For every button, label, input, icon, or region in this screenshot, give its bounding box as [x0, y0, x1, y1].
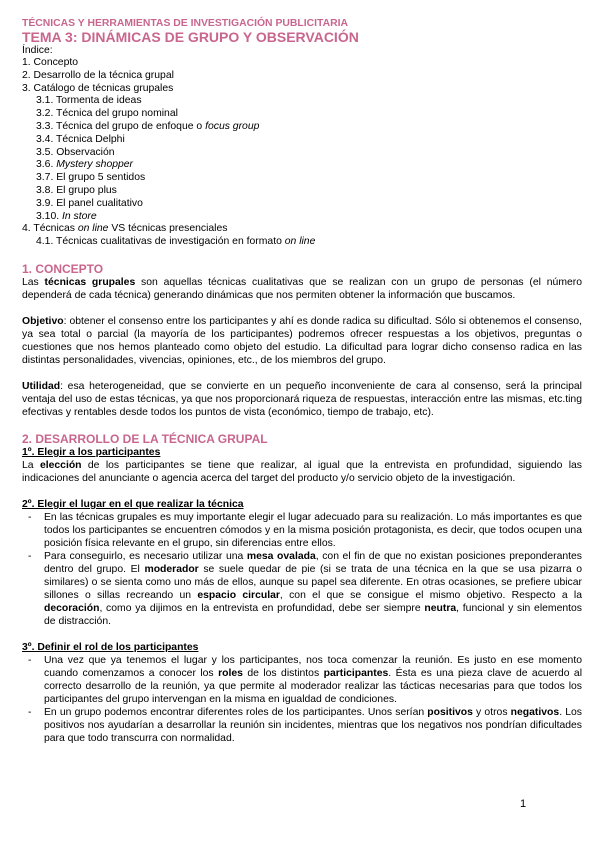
text: . Ésta es una pieza clave de acuerdo al correcto desarrollo de la reunión, ya que permite al moderador realizar las tácticas necesarias para que todos los participantes del grupo intervengan en la misma en igualdad de condiciones.: [44, 667, 583, 705]
list-item: [22, 706, 582, 745]
paragraph-objetivo: [22, 315, 582, 367]
text: de los participantes se tiene que realizar, al igual que la entrevista en profundidad, siguiendo las indicaciones del anunciante o agencia acerca del target del producto y/o servicio objeto de la investigación.: [22, 459, 583, 484]
toc-heading: Índice:: [22, 45, 53, 56]
bold-text: negativos: [510, 706, 560, 718]
page-number: 1: [520, 798, 527, 810]
toc-item-italic: on line: [284, 236, 316, 248]
toc-item: 3.4. Técnica Delphi: [36, 133, 125, 145]
list-rol: [22, 654, 582, 745]
list-lugar: [22, 511, 582, 628]
bold-text: espacio circular: [197, 589, 280, 601]
text: , funcional y sin elementos de distracción.: [44, 602, 582, 627]
section-title-desarrollo: 2. DESARROLLO DE LA TÉCNICA GRUPAL: [22, 431, 268, 446]
spacer: [22, 628, 582, 641]
bold-text: participantes: [323, 667, 389, 679]
toc-item: 3. Catálogo de técnicas grupales: [22, 82, 174, 94]
text: Las: [22, 276, 45, 288]
text: Para conseguirlo, es necesario utilizar una: [44, 550, 247, 562]
toc-item: 3.8. El grupo plus: [36, 184, 117, 196]
text: , como ya dijimos en la entrevista en profundidad, debe ser siempre: [99, 602, 425, 614]
subject-title: TÉCNICAS Y HERRAMIENTAS DE INVESTIGACIÓN PUBLICITARIA: [22, 18, 348, 29]
subsection-title-rol: 3º. Definir el rol de los participantes: [22, 641, 199, 653]
toc-item-text: 3.10.: [36, 210, 62, 222]
toc-item: [22, 121, 582, 134]
toc-item: 3.7. El grupo 5 sentidos: [36, 172, 146, 184]
toc-item: [22, 211, 582, 224]
toc-item: 3.9. El panel cualitativo: [36, 197, 143, 209]
toc-item-italic: Mystery shopper: [56, 159, 134, 171]
toc-item-italic: In store: [62, 210, 97, 222]
toc-item-italic: on line: [77, 223, 109, 235]
subsection-title-lugar: 2º. Elegir el lugar en el que realizar la técnica: [22, 498, 244, 510]
section-title-concepto: 1. CONCEPTO: [22, 261, 104, 276]
bold-text: positivos: [427, 706, 473, 718]
toc-item: 1. Concepto: [22, 57, 79, 68]
toc-item-italic: focus group: [205, 120, 260, 132]
toc-item: [22, 159, 582, 172]
toc-item: [22, 223, 582, 236]
text: son aquellas técnicas cualitativas que se realizan con un grupo de personas (el número dependerá de cada técnica) generando dinámicas que nos permiten obtener la información que buscamos.: [22, 276, 582, 301]
bold-text: moderador: [144, 563, 199, 575]
toc-item: [22, 236, 582, 249]
list-item: - En las técnicas grupales es muy importante elegir el lugar adecuado para su realización. Lo más importantes es que todos los participantes se encuentren cómodos y en la misma posición protagonista, es decir, que todos ocupen una posición física relevante en el grupo, sin diferencias entre ellos.: [22, 511, 582, 550]
paragraph-utilidad: [22, 380, 582, 419]
spacer: [22, 367, 582, 380]
spacer: [22, 485, 582, 498]
toc-item-text: 4.1. Técnicas cualitativas de investigación en formato: [36, 236, 285, 248]
document-page: [22, 18, 582, 745]
paragraph-tecnicas-grupales: [22, 276, 582, 302]
bold-text: mesa ovalada: [246, 550, 316, 562]
toc-item-text: 3.3. Técnica del grupo de enfoque o: [36, 120, 206, 132]
text: , con el que se consigue el mismo objetivo. Respecto a la: [279, 589, 582, 601]
text: , con el fin de que no existan posiciones preponderantes dentro del grupo. El: [44, 550, 582, 575]
text: En un grupo podemos encontrar diferentes roles de los participantes. Unos serían: [44, 706, 428, 718]
text: se suele quedar de pie (si se trata de una técnica en la que se usa pizarra o similares) o se sienta como uno más de ellos, aunque su papel sea diferente. En otras ocasiones, se prefiere ubicar sillones o sillas recreando un: [44, 563, 582, 601]
toc-item: 3.2. Técnica del grupo nominal: [36, 108, 178, 120]
text: : esa heterogeneidad, que se convierte en un pequeño inconveniente de cara al consenso, será la principal ventaja del uso de estas técnicas, ya que nos proporcionará riqueza de respuestas, interacción entre las mismas, etc.ting efectivas y rentables desde todos los puntos de vista (económico, tiempo de trabajo, etc).: [22, 380, 582, 418]
text: . Los positivos nos ayudarían a desarrollar la reunión sin incidentes, mientras que los negativos nos pondrían dificultades para que todo transcurra con normalidad.: [44, 706, 582, 744]
bold-text: Utilidad: [22, 380, 61, 392]
toc-item: 3.1. Tormenta de ideas: [36, 95, 142, 107]
text: de los distintos: [242, 667, 324, 679]
page-title: TEMA 3: DINÁMICAS DE GRUPO Y OBSERVACIÓN: [22, 29, 359, 45]
spacer: [22, 419, 582, 432]
list-item: [22, 654, 582, 706]
spacer: [22, 302, 582, 315]
paragraph-eleccion: [22, 459, 582, 485]
bold-text: roles: [218, 667, 243, 679]
table-of-contents: [22, 57, 582, 249]
list-item: [22, 550, 582, 628]
bold-text: decoración: [44, 602, 100, 614]
toc-item-text: 4. Técnicas: [22, 223, 78, 235]
subsection-title-participantes: 1º. Elegir a los participantes: [22, 446, 161, 458]
bold-text: elección: [39, 459, 82, 471]
toc-item-text: 3.6.: [36, 159, 57, 171]
bold-text: Objetivo: [22, 315, 64, 327]
bold-text: neutra: [424, 602, 457, 614]
text: Una vez que ya tenemos el lugar y los participantes, nos toca comenzar la reunión. Es justo en ese momento cuando comenzamos a conocer los: [44, 654, 582, 679]
bold-text: técnicas grupales: [44, 276, 136, 288]
toc-item: 3.5. Observación: [36, 146, 115, 158]
toc-item-text: VS técnicas presenciales: [108, 223, 228, 235]
text: y otros: [472, 706, 511, 718]
text: La: [22, 459, 40, 471]
toc-item: 2. Desarrollo de la técnica grupal: [22, 69, 174, 81]
text: : obtener el consenso entre los participantes y ahí es donde radica su dificultad. Sólo si obtenemos el consenso, ya sea total o parcial (la mayoría de los participantes) podremos ofrecer respuestas a los objetivos, preguntas o cuestiones que nos hemos planteado como objeto del estudio. La dificultad para lograr dicho consenso radica en las distintas personalidades, vivencias, opiniones, etc., de los miembros del grupo.: [22, 315, 582, 366]
spacer: [22, 249, 582, 262]
